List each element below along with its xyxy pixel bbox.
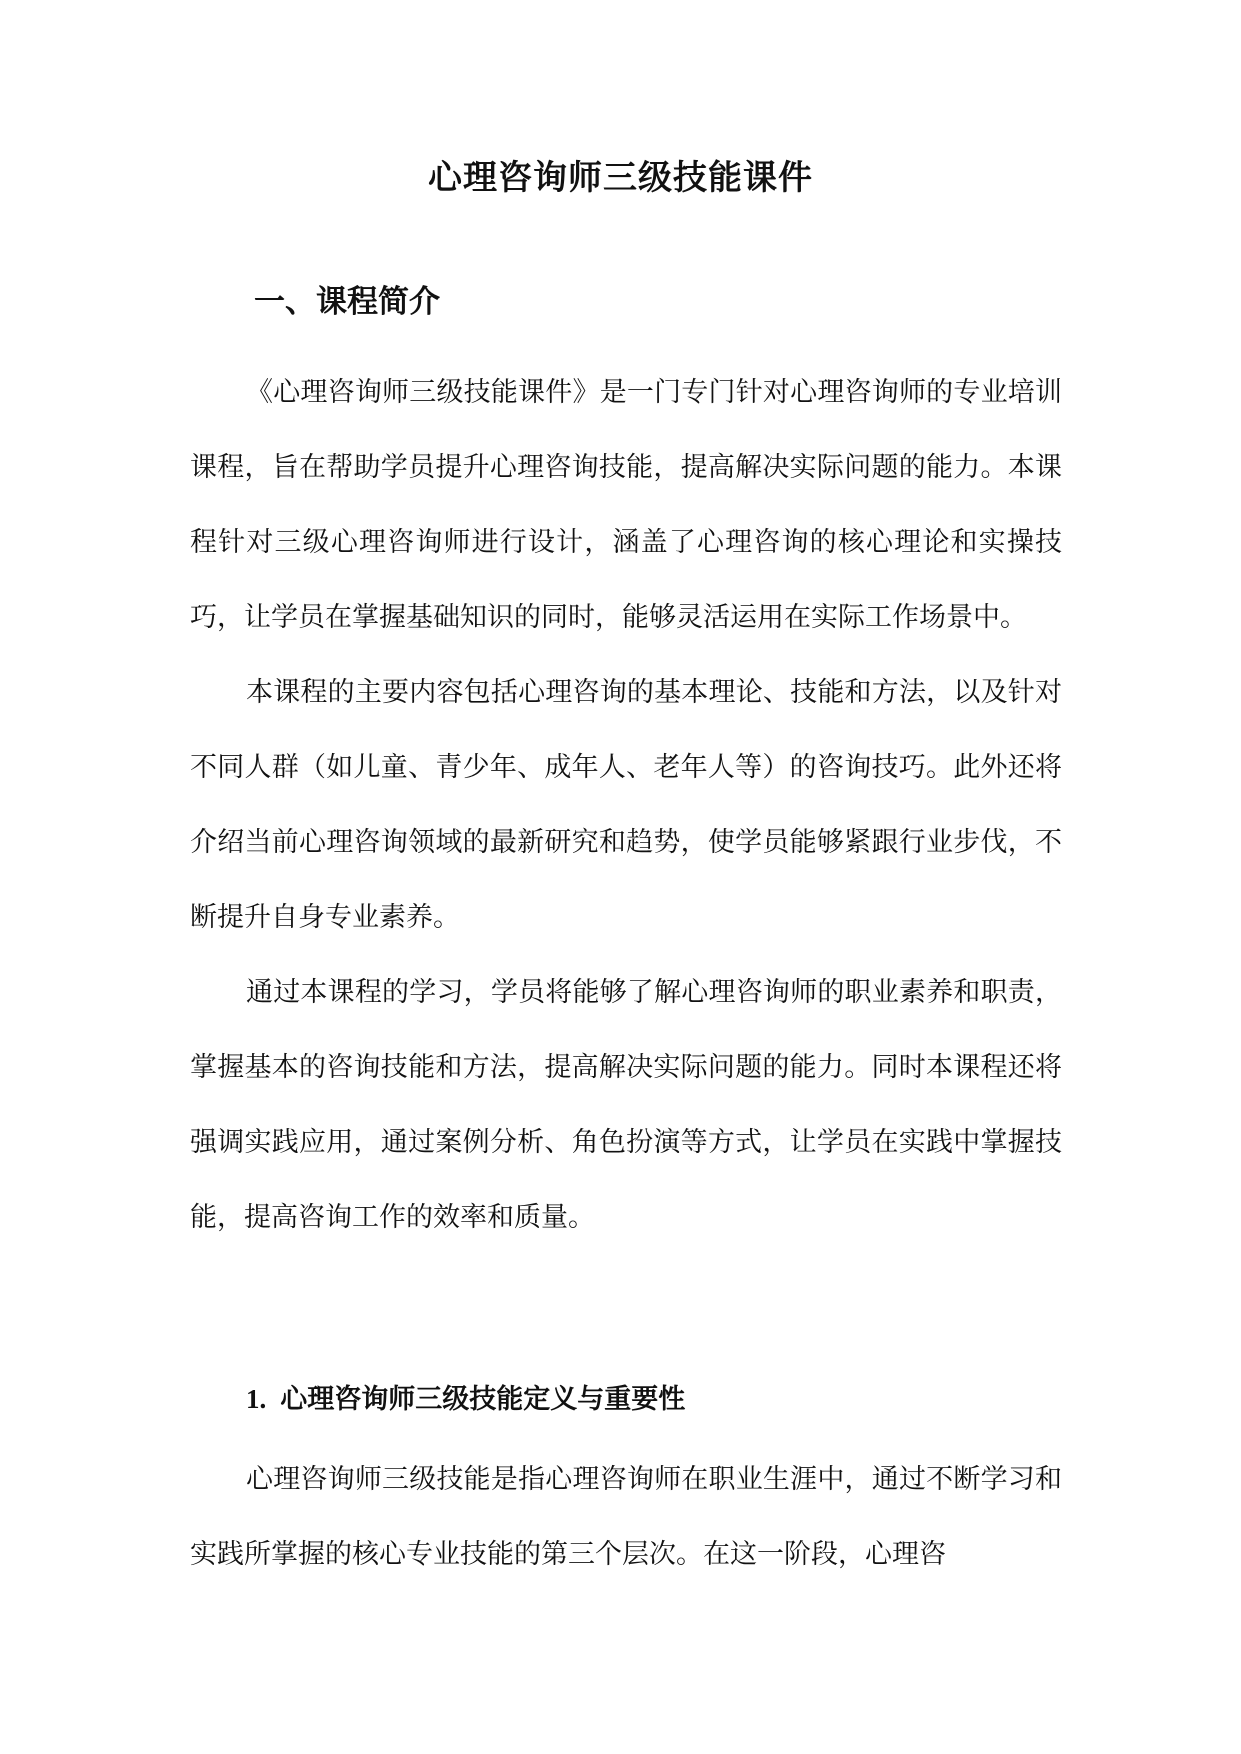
section-1-body <box>190 355 1062 1255</box>
section-heading-course-intro: 一、课程简介 <box>254 284 440 320</box>
subsection-number: 1. <box>246 1384 267 1414</box>
paragraph-course-overview: 《心理咨询师三级技能课件》是一门专门针对心理咨询师的专业培训课程，旨在帮助学员提升心理咨询技能，提高解决实际问题的能力。本课程针对三级心理咨询师进行设计，涵盖了心理咨询的核心理论和实操技巧，让学员在掌握基础知识的同时，能够灵活运用在实际工作场景中。 <box>190 377 1062 633</box>
paragraph-course-content: 本课程的主要内容包括心理咨询的基本理论、技能和方法，以及针对不同人群（如儿童、青少年、成年人、老年人等）的咨询技巧。此外还将介绍当前心理咨询领域的最新研究和趋势，使学员能够紧跟行业步伐，不断提升自身专业素养。 <box>190 677 1062 933</box>
paragraph-course-outcomes: 通过本课程的学习，学员将能够了解心理咨询师的职业素养和职责，掌握基本的咨询技能和方法，提高解决实际问题的能力。同时本课程还将强调实践应用，通过案例分析、角色扮演等方式，让学员在实践中掌握技能，提高咨询工作的效率和质量。 <box>190 977 1062 1233</box>
subsection-title: 心理咨询师三级技能定义与重要性 <box>280 1384 686 1415</box>
subsection-1-body <box>190 1442 1062 1592</box>
paragraph-skill-definition: 心理咨询师三级技能是指心理咨询师在职业生涯中，通过不断学习和实践所掌握的核心专业技能的第三个层次。在这一阶段，心理咨 <box>190 1464 1062 1570</box>
subsection-heading <box>246 1375 685 1424</box>
document-title: 心理咨询师三级技能课件 <box>428 158 813 198</box>
